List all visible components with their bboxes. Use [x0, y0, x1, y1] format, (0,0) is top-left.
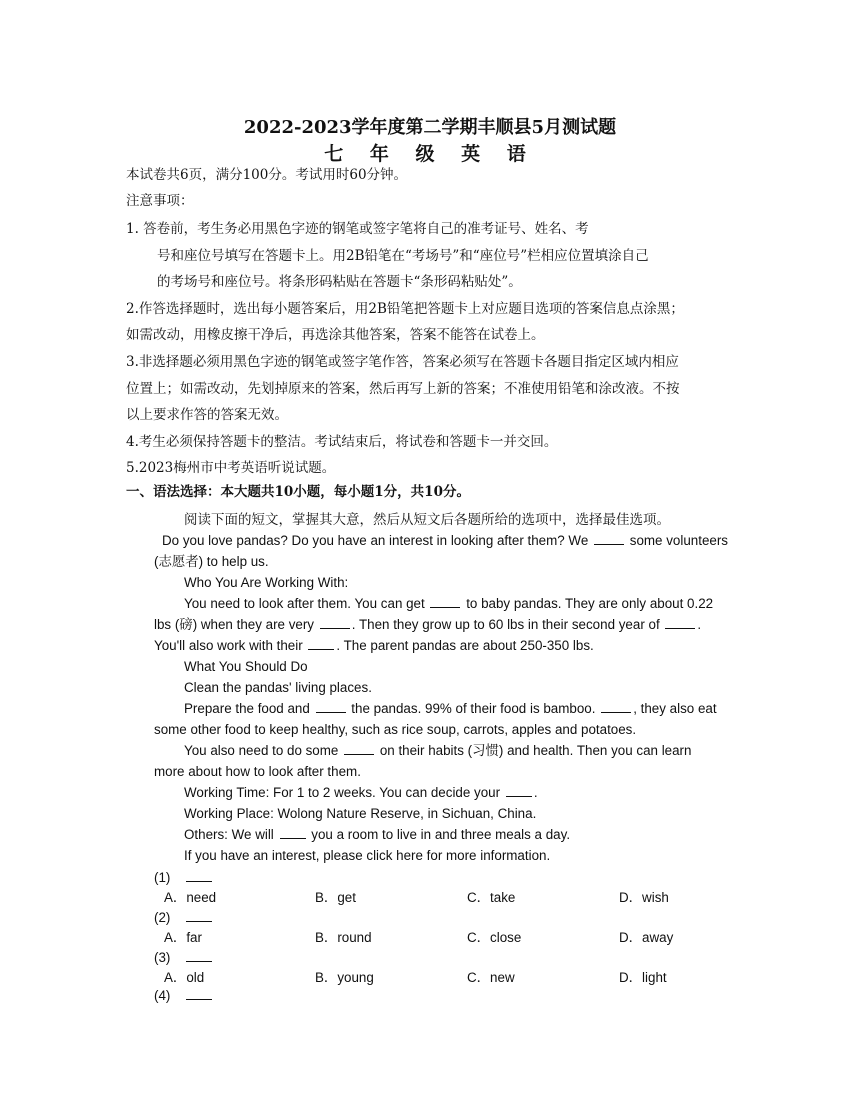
- option-d[interactable]: D．light: [619, 970, 667, 985]
- passage-line: If you have an interest, please click here for more information.: [184, 848, 551, 863]
- option-d[interactable]: D．wish: [619, 890, 669, 905]
- passage-subheading: What You Should Do: [184, 659, 308, 674]
- exam-title: 2022-2023学年度第二学期丰顺县5月测试题: [243, 117, 617, 138]
- option-c[interactable]: C．close: [467, 930, 522, 945]
- exam-summary: 本试卷共6页，满分100分。考试用时60分钟。: [126, 167, 408, 183]
- answer-blank-7: [601, 700, 631, 713]
- answer-blank-8: [344, 742, 374, 755]
- note-4: 4.考生必须保持答题卡的整洁。考试结束后，将试卷和答题卡一并交回。: [126, 434, 558, 450]
- answer-blank-10: [280, 826, 306, 839]
- question-number: (4): [154, 987, 214, 1005]
- note-3-line-2: 位置上；如需改动，先划掉原来的答案，然后再写上新的答案；不准使用铅笔和涂改液。不按: [126, 381, 680, 397]
- answer-blank-6: [316, 700, 346, 713]
- note-2-line-1: 2.作答选择题时，选出每小题答案后，用2B铅笔把答题卡上对应题目选项的答案信息点涂黑；: [126, 301, 684, 317]
- passage-line: Prepare the food and the pandas. 99% of their food is bamboo. , they also eat: [184, 701, 717, 716]
- passage-line: lbs (磅) when they are very . Then they grow up to 60 lbs in their second year of .: [154, 617, 702, 632]
- option-c[interactable]: C．new: [467, 970, 515, 985]
- exam-subject: 七 年 级 英 语: [324, 143, 536, 165]
- answer-blank-9: [506, 784, 532, 797]
- answer-blank-3: [320, 616, 350, 629]
- question-number: (3): [154, 949, 214, 967]
- note-3-line-3: 以上要求作答的答案无效。: [126, 407, 288, 423]
- section-instruction: 阅读下面的短文，掌握其大意，然后从短文后各题所给的选项中，选择最佳选项。: [184, 512, 670, 528]
- question-number: (2): [154, 909, 214, 927]
- answer-blank-1: [594, 532, 624, 545]
- answer-blank-5: [308, 637, 334, 650]
- passage-line: Clean the pandas' living places.: [184, 680, 372, 695]
- passage-line: more about how to look after them.: [154, 764, 361, 779]
- passage-line: You'll also work with their . The parent pandas are about 250-350 lbs.: [154, 638, 594, 653]
- answer-blank-4: [665, 616, 695, 629]
- passage-line: Do you love pandas? Do you have an interest in looking after them? We some volunteers: [162, 533, 728, 548]
- option-a[interactable]: A．need: [164, 890, 217, 905]
- question-answer-blank: [186, 949, 212, 962]
- question-number: (1): [154, 869, 214, 887]
- passage-line: (志愿者) to help us.: [154, 554, 269, 569]
- passage-line: Working Time: For 1 to 2 weeks. You can decide your .: [184, 785, 538, 800]
- option-a[interactable]: A．old: [164, 970, 205, 985]
- option-b[interactable]: B．get: [315, 890, 356, 905]
- passage-line: some other food to keep healthy, such as rice soup, carrots, apples and potatoes.: [154, 722, 637, 737]
- note-2-line-2: 如需改动，用橡皮擦干净后，再选涂其他答案，答案不能答在试卷上。: [126, 327, 545, 343]
- note-1-line-2: 号和座位号填写在答题卡上。用2B铅笔在“考场号”和“座位号”栏相应位置填涂自己: [157, 248, 649, 264]
- section-heading: 一、语法选择：本大题共10小题，每小题1分，共10分。: [126, 484, 470, 500]
- notes-heading: 注意事项：: [126, 193, 194, 209]
- passage-line: Others: We will you a room to live in and three meals a day.: [184, 827, 571, 842]
- passage-line: You also need to do some on their habits (习惯) and health. Then you can learn: [184, 743, 692, 758]
- option-a[interactable]: A．far: [164, 930, 202, 945]
- passage-line: You need to look after them. You can get to baby pandas. They are only about 0.22: [184, 596, 714, 611]
- note-3-line-1: 3.非选择题必须用黑色字迹的钢笔或签字笔作答，答案必须写在答题卡各题目指定区域内相应: [126, 354, 679, 370]
- question-answer-blank: [186, 987, 212, 1000]
- option-b[interactable]: B．round: [315, 930, 372, 945]
- passage-subheading: Who You Are Working With:: [184, 575, 349, 590]
- note-1-line-3: 的考场号和座位号。将条形码粘贴在答题卡“条形码粘贴处”。: [157, 274, 522, 290]
- note-5: 5.2023梅州市中考英语听说试题。: [126, 460, 336, 476]
- answer-blank-2: [430, 595, 460, 608]
- option-d[interactable]: D．away: [619, 930, 674, 945]
- option-b[interactable]: B．young: [315, 970, 374, 985]
- option-c[interactable]: C．take: [467, 890, 516, 905]
- question-answer-blank: [186, 869, 212, 882]
- passage-line: Working Place: Wolong Nature Reserve, in Sichuan, China.: [184, 806, 537, 821]
- question-answer-blank: [186, 909, 212, 922]
- note-1-line-1: 1. 答卷前，考生务必用黑色字迹的钢笔或签字笔将自己的准考证号、姓名、考: [126, 221, 589, 237]
